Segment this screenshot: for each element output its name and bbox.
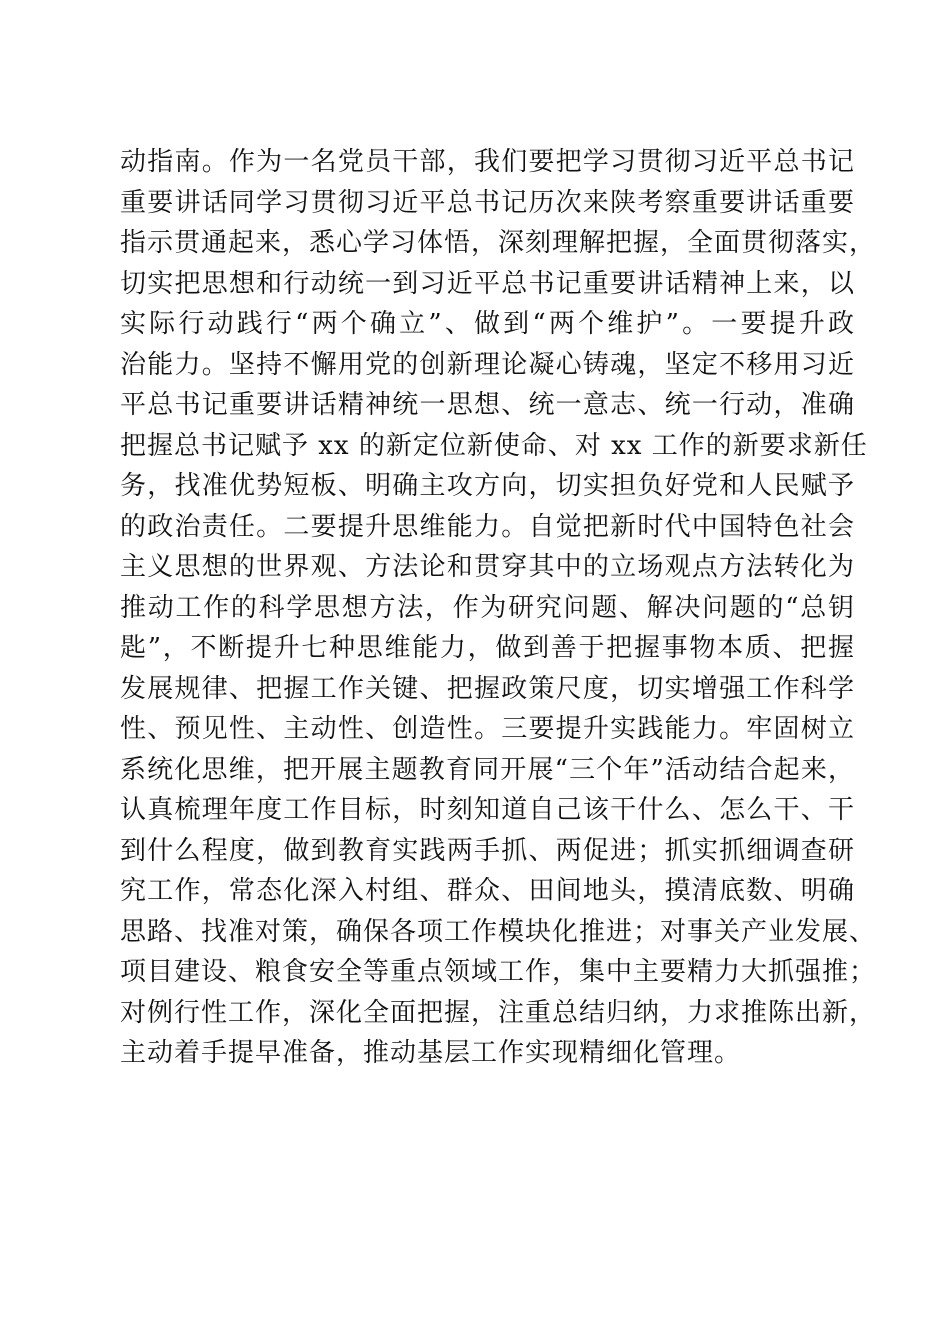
text-line-6: 治能力。坚持不懈用党的创新理论凝心铸魂，坚定不移用习近 <box>120 349 855 380</box>
text-line-4: 切实把思想和行动统一到习近平总书记重要讲话精神上来，以 <box>120 268 855 299</box>
text-line-2: 重要讲话同学习贯彻习近平总书记历次来陕考察重要讲话重要 <box>120 187 855 218</box>
text-line-21: 项目建设、粮食安全等重点领域工作，集中主要精力大抓强推； <box>120 957 877 987</box>
text-line-18: 到什么程度，做到教育实践两手抓、两促进；抓实抓细调查研 <box>120 835 855 866</box>
text-line-9: 务，找准优势短板、明确主攻方向，切实担负好党和人民赋予 <box>120 471 855 501</box>
text-line-7: 平总书记重要讲话精神统一思想、统一意志、统一行动，准确 <box>120 390 855 420</box>
text-line-11: 主义思想的世界观、方法论和贯穿其中的立场观点方法转化为 <box>120 552 855 582</box>
text-line-20: 思路、找准对策，确保各项工作模块化推进；对事关产业发展、 <box>120 916 877 947</box>
text-line-14: 发展规律、把握工作关键、把握政策尺度，切实增强工作科学 <box>120 673 855 704</box>
text-line-13: 匙”，不断提升七种思维能力，做到善于把握事物本质、把握 <box>120 633 855 663</box>
text-line-1: 动指南。作为一名党员干部，我们要把学习贯彻习近平总书记 <box>120 147 855 177</box>
text-line-17: 认真梳理年度工作目标，时刻知道自己该干什么、怎么干、干 <box>120 795 855 825</box>
text-line-10: 的政治责任。二要提升思维能力。自觉把新时代中国特色社会 <box>120 511 855 542</box>
text-line-22: 对例行性工作，深化全面把握，注重总结归纳，力求推陈出新， <box>120 997 877 1028</box>
text-line-15: 性、预见性、主动性、创造性。三要提升实践能力。牢固树立 <box>120 714 855 744</box>
text-line-8: 把握总书记赋予 xx 的新定位新使命、对 xx 工作的新要求新任 <box>120 430 868 461</box>
text-line-19: 究工作，常态化深入村组、群众、田间地头，摸清底数、明确 <box>120 876 855 906</box>
body-paragraph <box>120 142 877 1074</box>
text-line-23: 主动着手提早准备，推动基层工作实现精细化管理。 <box>120 1038 742 1068</box>
text-line-5: 实际行动践行“两个确立”、做到“两个维护”。一要提升政 <box>120 309 855 339</box>
text-line-12: 推动工作的科学思想方法，作为研究问题、解决问题的“总钥 <box>120 592 855 623</box>
text-line-3: 指示贯通起来，悉心学习体悟，深刻理解把握，全面贯彻落实， <box>120 228 877 258</box>
text-line-16: 系统化思维，把开展主题教育同开展“三个年”活动结合起来， <box>120 754 855 785</box>
